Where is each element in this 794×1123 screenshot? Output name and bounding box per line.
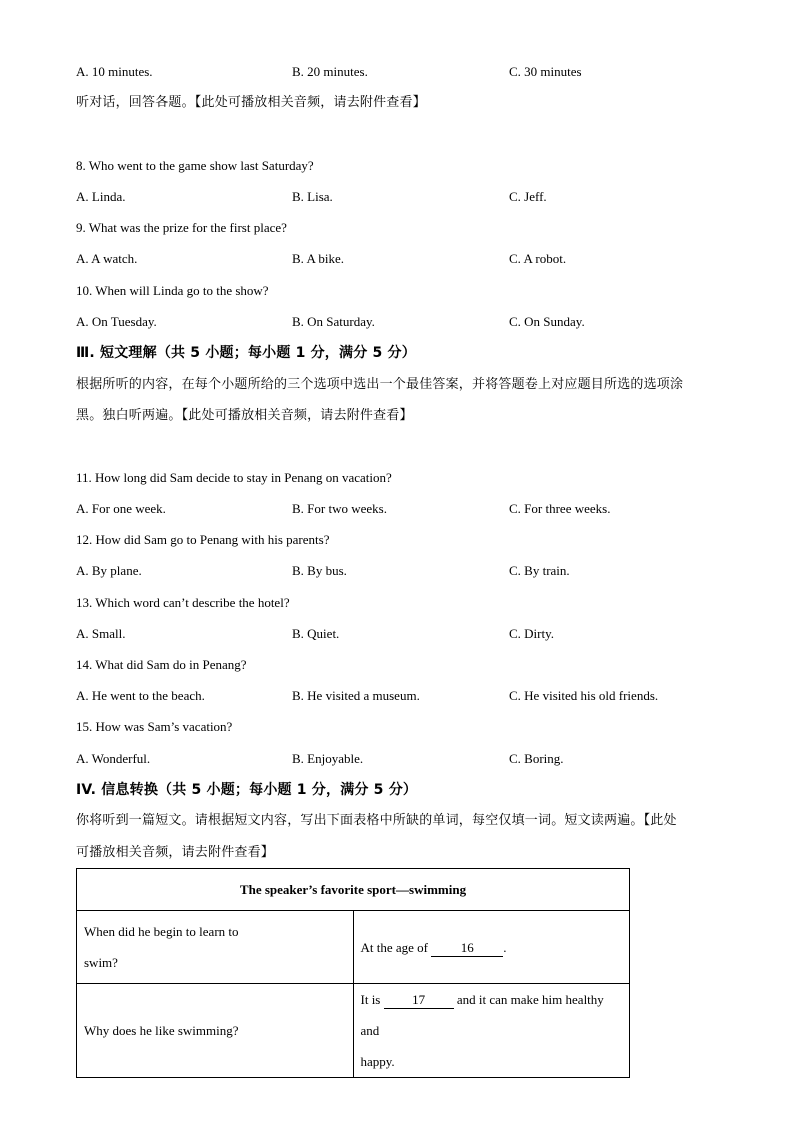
- q8-option-a: A. Linda.: [76, 189, 126, 204]
- q7-option-a: A. 10 minutes.: [76, 64, 153, 79]
- q14-option-a: A. He went to the beach.: [76, 688, 205, 703]
- table-header-row: [77, 869, 630, 911]
- q12-option-b: B. By bus.: [292, 563, 347, 578]
- row1-answer-suffix: .: [503, 939, 507, 955]
- row2-answer-prefix: It is: [360, 992, 381, 1007]
- question-13: 13. Which word can’t describe the hotel?: [76, 595, 290, 610]
- q15-option-a: A. Wonderful.: [76, 751, 151, 766]
- q10-option-a: A. On Tuesday.: [76, 314, 157, 329]
- section-3-heading: Ⅲ. 短文理解（共 5 小题；每小题 1 分，满分 5 分）: [76, 345, 416, 361]
- q9-option-c: C. A robot.: [509, 251, 567, 266]
- table-question-cell: [77, 911, 354, 984]
- q9-option-b: B. A bike.: [292, 251, 345, 266]
- q8-option-b: B. Lisa.: [292, 189, 333, 204]
- table-answer-cell: [353, 984, 630, 1078]
- table-question-cell: [77, 984, 354, 1078]
- q12-option-c: C. By train.: [509, 563, 570, 578]
- q11-option-c: C. For three weeks.: [509, 501, 611, 516]
- question-12: 12. How did Sam go to Penang with his parents?: [76, 532, 330, 547]
- answer-blank-16[interactable]: 16: [431, 940, 503, 957]
- row1-answer-prefix: At the age of: [360, 939, 429, 955]
- question-10: 10. When will Linda go to the show?: [76, 283, 269, 298]
- table-row: [77, 911, 630, 984]
- q13-option-a: A. Small.: [76, 626, 126, 641]
- table-row: [77, 984, 630, 1078]
- section-3-instruction-line-2: 黑。独白听两遍。【此处可播放相关音频，请去附件查看】: [76, 408, 413, 423]
- question-15: 15. How was Sam’s vacation?: [76, 719, 233, 734]
- q15-option-b: B. Enjoyable.: [292, 751, 364, 766]
- q7-option-c: C. 30 minutes: [509, 64, 582, 79]
- row2-answer-line-2: happy.: [360, 1054, 395, 1069]
- q13-option-c: C. Dirty.: [509, 626, 555, 641]
- question-14: 14. What did Sam do in Penang?: [76, 657, 247, 672]
- table-title: The speaker’s favorite sport—swimming: [77, 869, 630, 911]
- q7-option-b: B. 20 minutes.: [292, 64, 368, 79]
- question-8: 8. Who went to the game show last Saturday?: [76, 158, 314, 173]
- row2-answer-suffix: and it can make him healthy and: [360, 992, 604, 1038]
- q11-option-b: B. For two weeks.: [292, 501, 387, 516]
- info-table: [76, 868, 630, 1078]
- dialogue-instruction: 听对话，回答各题。【此处可播放相关音频，请去附件查看】: [76, 95, 426, 110]
- q8-option-c: C. Jeff.: [509, 189, 547, 204]
- q13-option-b: B. Quiet.: [292, 626, 340, 641]
- q10-option-c: C. On Sunday.: [509, 314, 585, 329]
- q10-option-b: B. On Saturday.: [292, 314, 375, 329]
- q14-option-c: C. He visited his old friends.: [509, 688, 659, 703]
- q12-option-a: A. By plane.: [76, 563, 142, 578]
- section-4-instruction-line-1: 你将听到一篇短文。请根据短文内容，写出下面表格中所缺的单词，每空仅填一词。短文读两遍。【此处: [76, 813, 677, 828]
- row1-question-line-1: When did he begin to learn to: [84, 924, 239, 939]
- section-4-instruction-line-2: 可播放相关音频，请去附件查看】: [76, 845, 275, 860]
- q9-option-a: A. A watch.: [76, 251, 138, 266]
- row2-question: Why does he like swimming?: [84, 1023, 239, 1038]
- question-9: 9. What was the prize for the first place?: [76, 220, 287, 235]
- q14-option-b: B. He visited a museum.: [292, 688, 420, 703]
- q11-option-a: A. For one week.: [76, 501, 166, 516]
- question-11: 11. How long did Sam decide to stay in Penang on vacation?: [76, 470, 392, 485]
- q15-option-c: C. Boring.: [509, 751, 564, 766]
- section-4-heading: IV. 信息转换（共 5 小题；每小题 1 分，满分 5 分）: [76, 782, 418, 798]
- row1-question-line-2: swim?: [84, 955, 118, 970]
- table-answer-cell: [353, 911, 630, 984]
- section-3-instruction-line-1: 根据所听的内容，在每个小题所给的三个选项中选出一个最佳答案，并将答题卷上对应题目所选的选项涂: [76, 377, 684, 392]
- answer-blank-17[interactable]: 17: [384, 992, 454, 1009]
